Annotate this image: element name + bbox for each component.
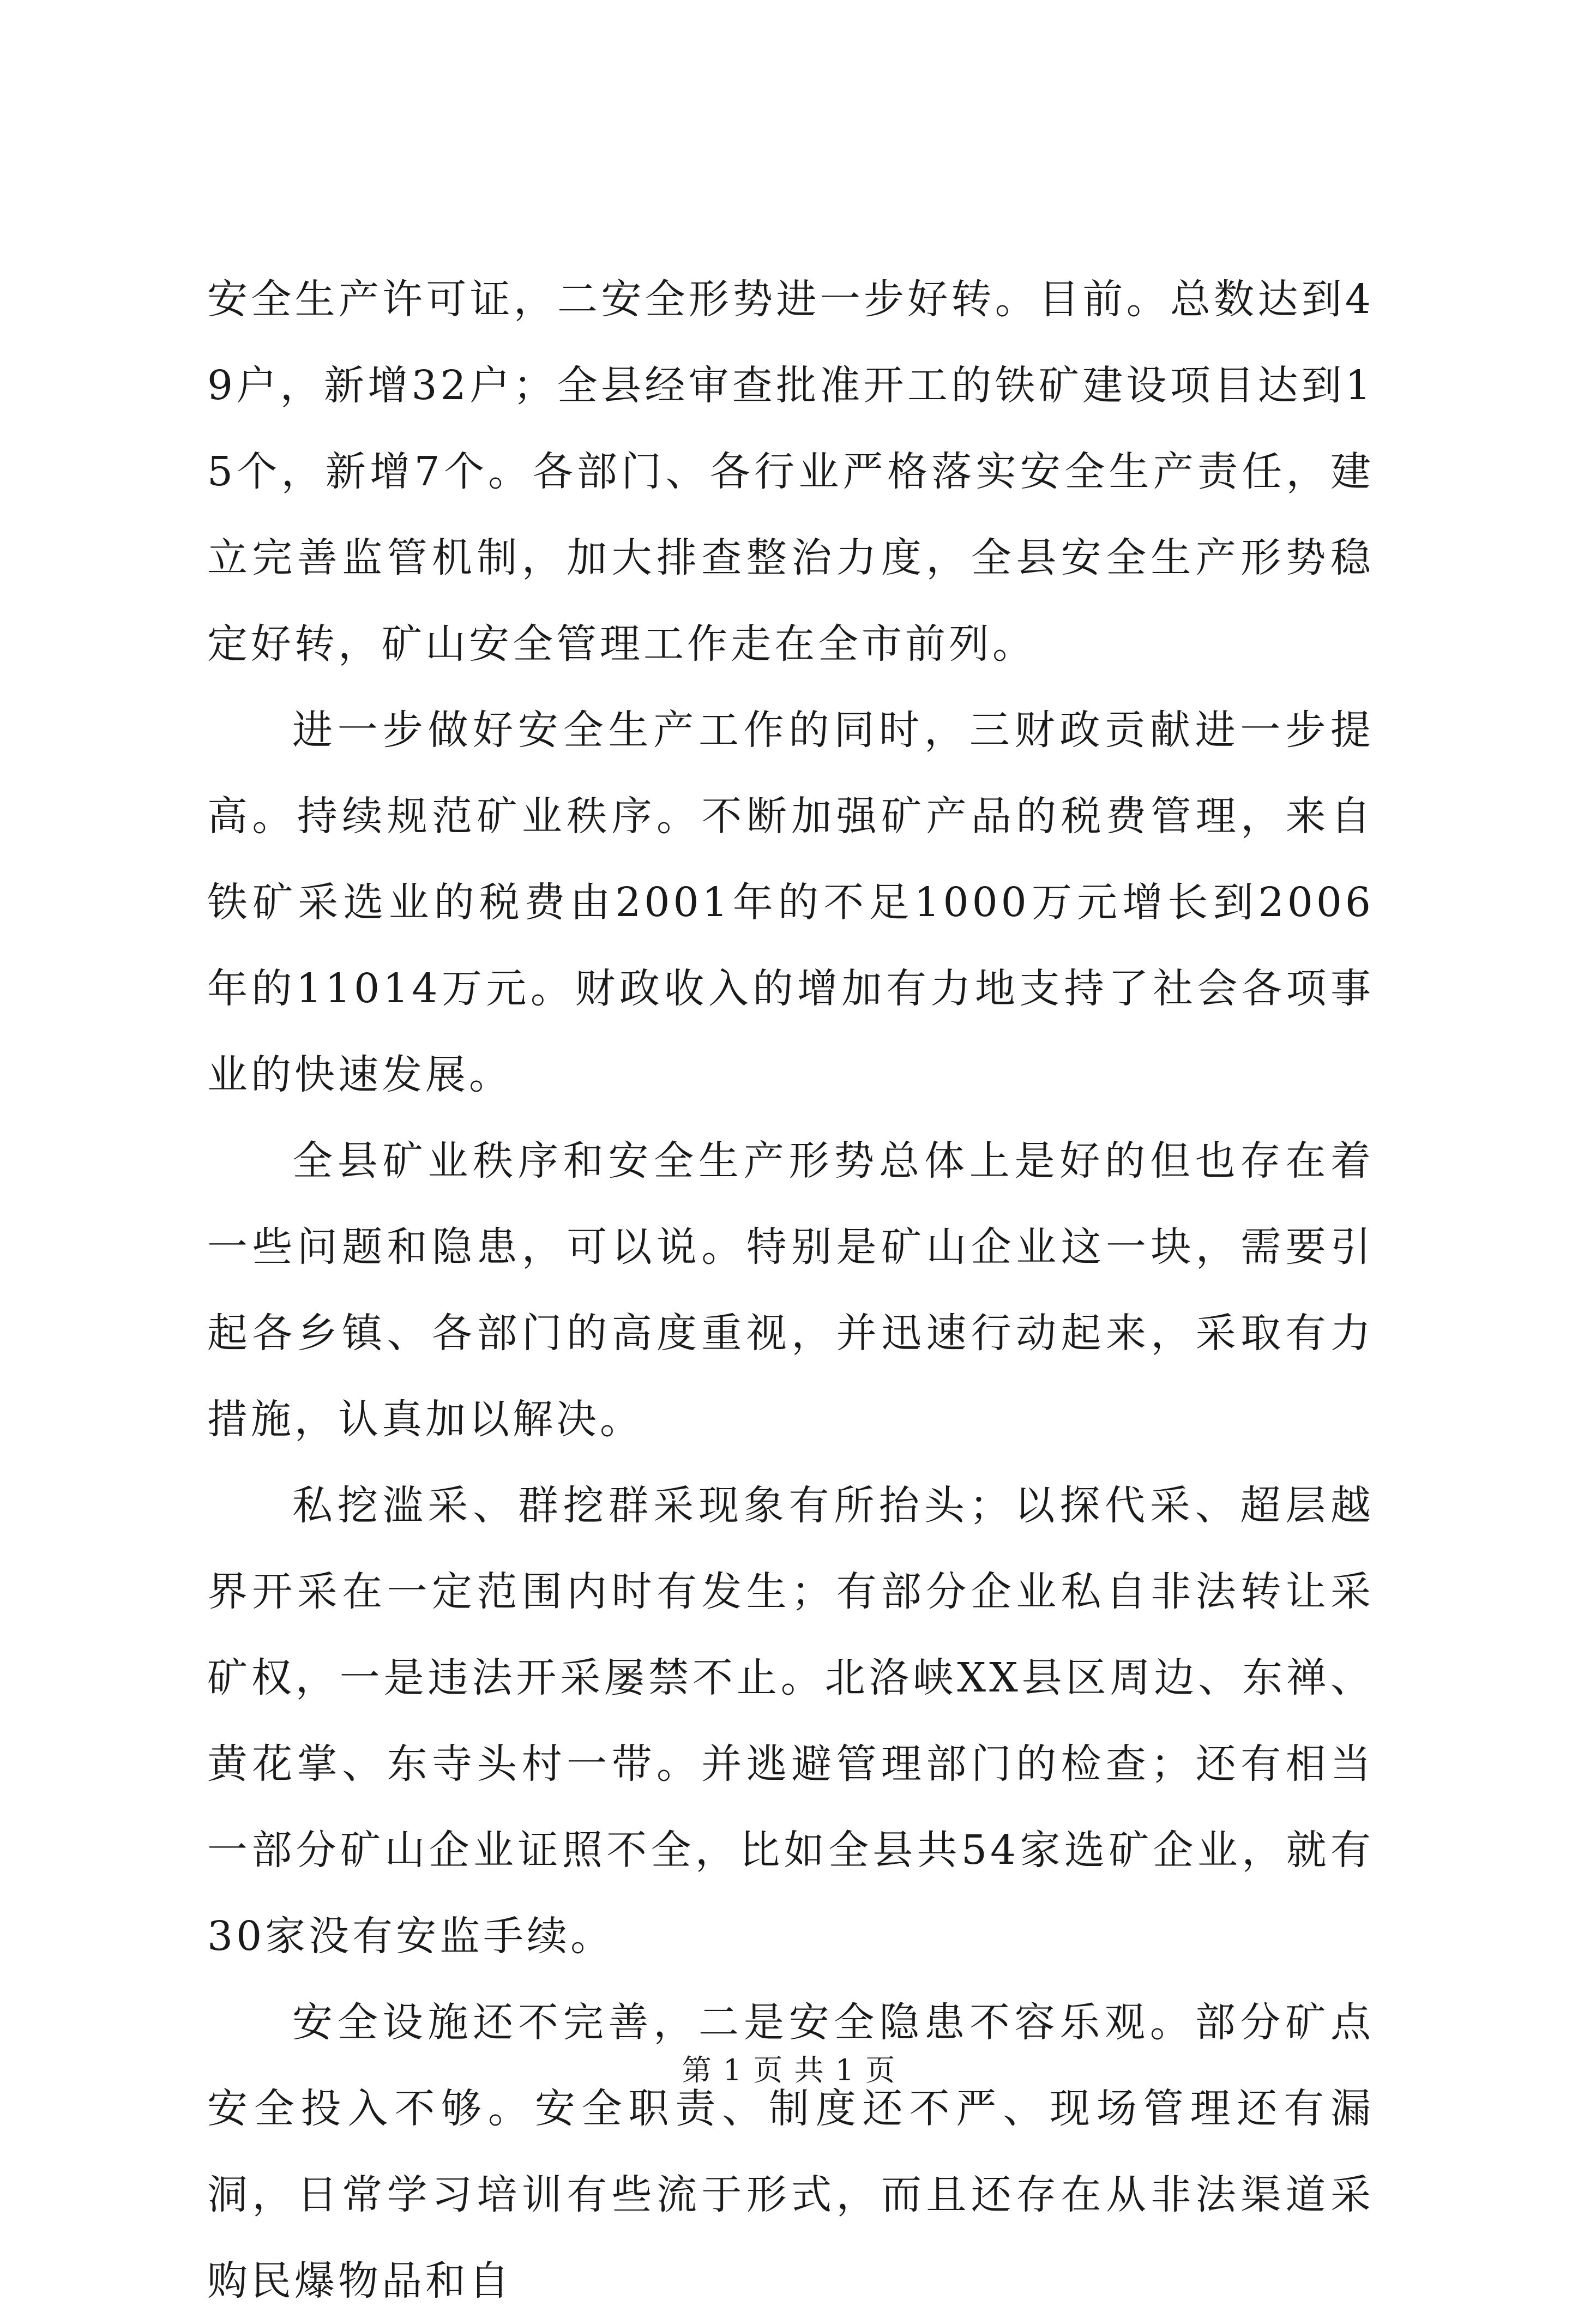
paragraph-5: 安全设施还不完善，二是安全隐患不容乐观。部分矿点安全投入不够。安全职责、制度还不严、现场管理还有漏洞，日常学习培训有些流于形式，而且还存在从非法渠道采购民爆物品和自 — [207, 1999, 1374, 2304]
document-body — [207, 256, 1374, 2324]
page-footer: 第 1 页 共 1 页 — [682, 2053, 896, 2087]
paragraph-2: 进一步做好安全生产工作的同时，三财政贡献进一步提高。持续规范矿业秩序。不断加强矿产品的税费管理，来自铁矿采选业的税费由2001年的不足1000万元增长到2006年的11014万元。财政收入的增加有力地支持了社会各项事业的快速发展。 — [207, 707, 1374, 1098]
paragraph-3: 全县矿业秩序和安全生产形势总体上是好的但也存在着一些问题和隐患，可以说。特别是矿山企业这一块，需要引起各乡镇、各部门的高度重视，并迅速行动起来，采取有力措施，认真加以解决。 — [207, 1137, 1374, 1443]
paragraph-4: 私挖滥采、群挖群采现象有所抬头；以探代采、超层越界开采在一定范围内时有发生；有部分企业私自非法转让采矿权，一是违法开采屡禁不止。北洛峡XX县区周边、东禅、黄花掌、东寺头村一带。并逃避管理部门的检查；还有相当一部分矿山企业证照不全，比如全县共54家选矿企业，就有30家没有安监手续。 — [207, 1482, 1374, 1960]
paragraph-1: 安全生产许可证，二安全形势进一步好转。目前。总数达到49户，新增32户；全县经审查批准开工的铁矿建设项目达到15个，新增7个。各部门、各行业严格落实安全生产责任，建立完善监管机制，加大排查整治力度，全县安全生产形势稳定好转，矿山安全管理工作走在全市前列。 — [207, 276, 1374, 667]
